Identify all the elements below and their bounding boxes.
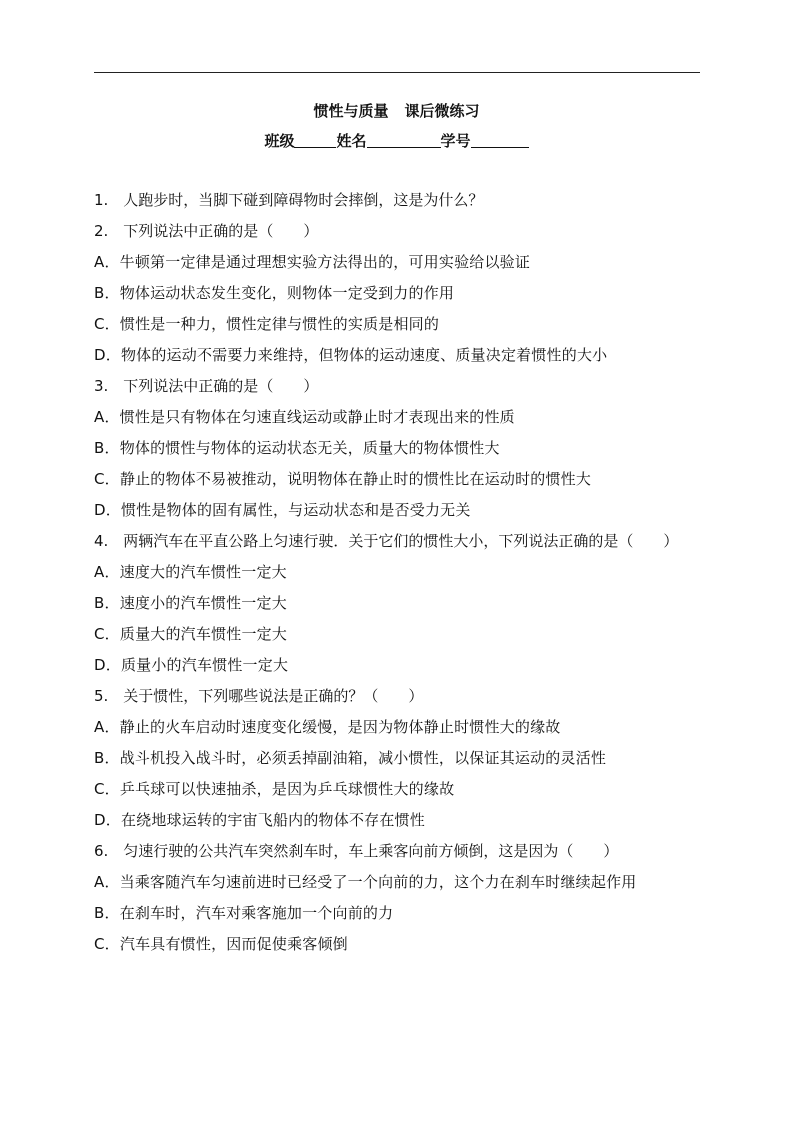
question-2-option-d: D．物体的运动不需要力来维持，但物体的运动速度、质量决定着惯性的大小 [94,346,608,364]
question-2-option-b: B．物体运动状态发生变化，则物体一定受到力的作用 [94,284,455,302]
title-sub: 课后微练习 [404,102,480,120]
question-4-option-a: A．速度大的汽车惯性一定大 [94,563,287,581]
question-5-option-a: A．静止的火车启动时速度变化缓慢，是因为物体静止时惯性大的缘故 [94,718,561,736]
name-label: 姓名 [336,132,367,150]
question-3-option-a: A．惯性是只有物体在匀速直线运动或静止时才表现出来的性质 [94,408,515,426]
id-blank [471,133,529,148]
question-4: 4. 两辆汽车在平直公路上匀速行驶．关于它们的惯性大小，下列说法正确的是（ ） [94,532,679,550]
class-blank [294,133,336,148]
question-5-option-d: D．在绕地球运转的宇宙飞船内的物体不存在惯性 [94,811,425,829]
question-4-option-b: B．速度小的汽车惯性一定大 [94,594,287,612]
question-5-option-b: B．战斗机投入战斗时，必须丢掉副油箱，减小惯性，以保证其运动的灵活性 [94,749,607,767]
question-6: 6. 匀速行驶的公共汽车突然刹车时，车上乘客向前方倾倒，这是因为（ ） [94,842,619,860]
question-6-option-b: B．在刹车时，汽车对乘客施加一个向前的力 [94,904,394,922]
page-title [0,101,793,121]
question-5-option-c: C．乒乓球可以快速抽杀，是因为乒乓球惯性大的缘故 [94,780,455,798]
question-3-option-b: B．物体的惯性与物体的运动状态无关，质量大的物体惯性大 [94,439,500,457]
student-info-line [0,131,793,151]
question-list [94,185,704,960]
question-3: 3. 下列说法中正确的是（ ） [94,377,319,395]
question-4-option-d: D．质量小的汽车惯性一定大 [94,656,289,674]
question-4-option-c: C．质量大的汽车惯性一定大 [94,625,288,643]
title-main: 惯性与质量 [313,102,389,120]
question-3-option-d: D．惯性是物体的固有属性，与运动状态和是否受力无关 [94,501,471,519]
name-blank [367,133,441,148]
question-1: 1. 人跑步时，当脚下碰到障碍物时会摔倒，这是为什么？ [94,191,484,209]
question-2: 2. 下列说法中正确的是（ ） [94,222,319,240]
question-6-option-c: C．汽车具有惯性，因而促使乘客倾倒 [94,935,348,953]
question-6-option-a: A．当乘客随汽车匀速前进时已经受了一个向前的力，这个力在刹车时继续起作用 [94,873,637,891]
question-3-option-c: C．静止的物体不易被推动，说明物体在静止时的惯性比在运动时的惯性大 [94,470,592,488]
question-5: 5. 关于惯性，下列哪些说法是正确的？（ ） [94,687,424,705]
class-label: 班级 [264,132,295,150]
id-label: 学号 [440,132,471,150]
question-2-option-c: C．惯性是一种力，惯性定律与惯性的实质是相同的 [94,315,440,333]
header-rule [94,72,700,73]
question-2-option-a: A．牛顿第一定律是通过理想实验方法得出的，可用实验给以验证 [94,253,531,271]
